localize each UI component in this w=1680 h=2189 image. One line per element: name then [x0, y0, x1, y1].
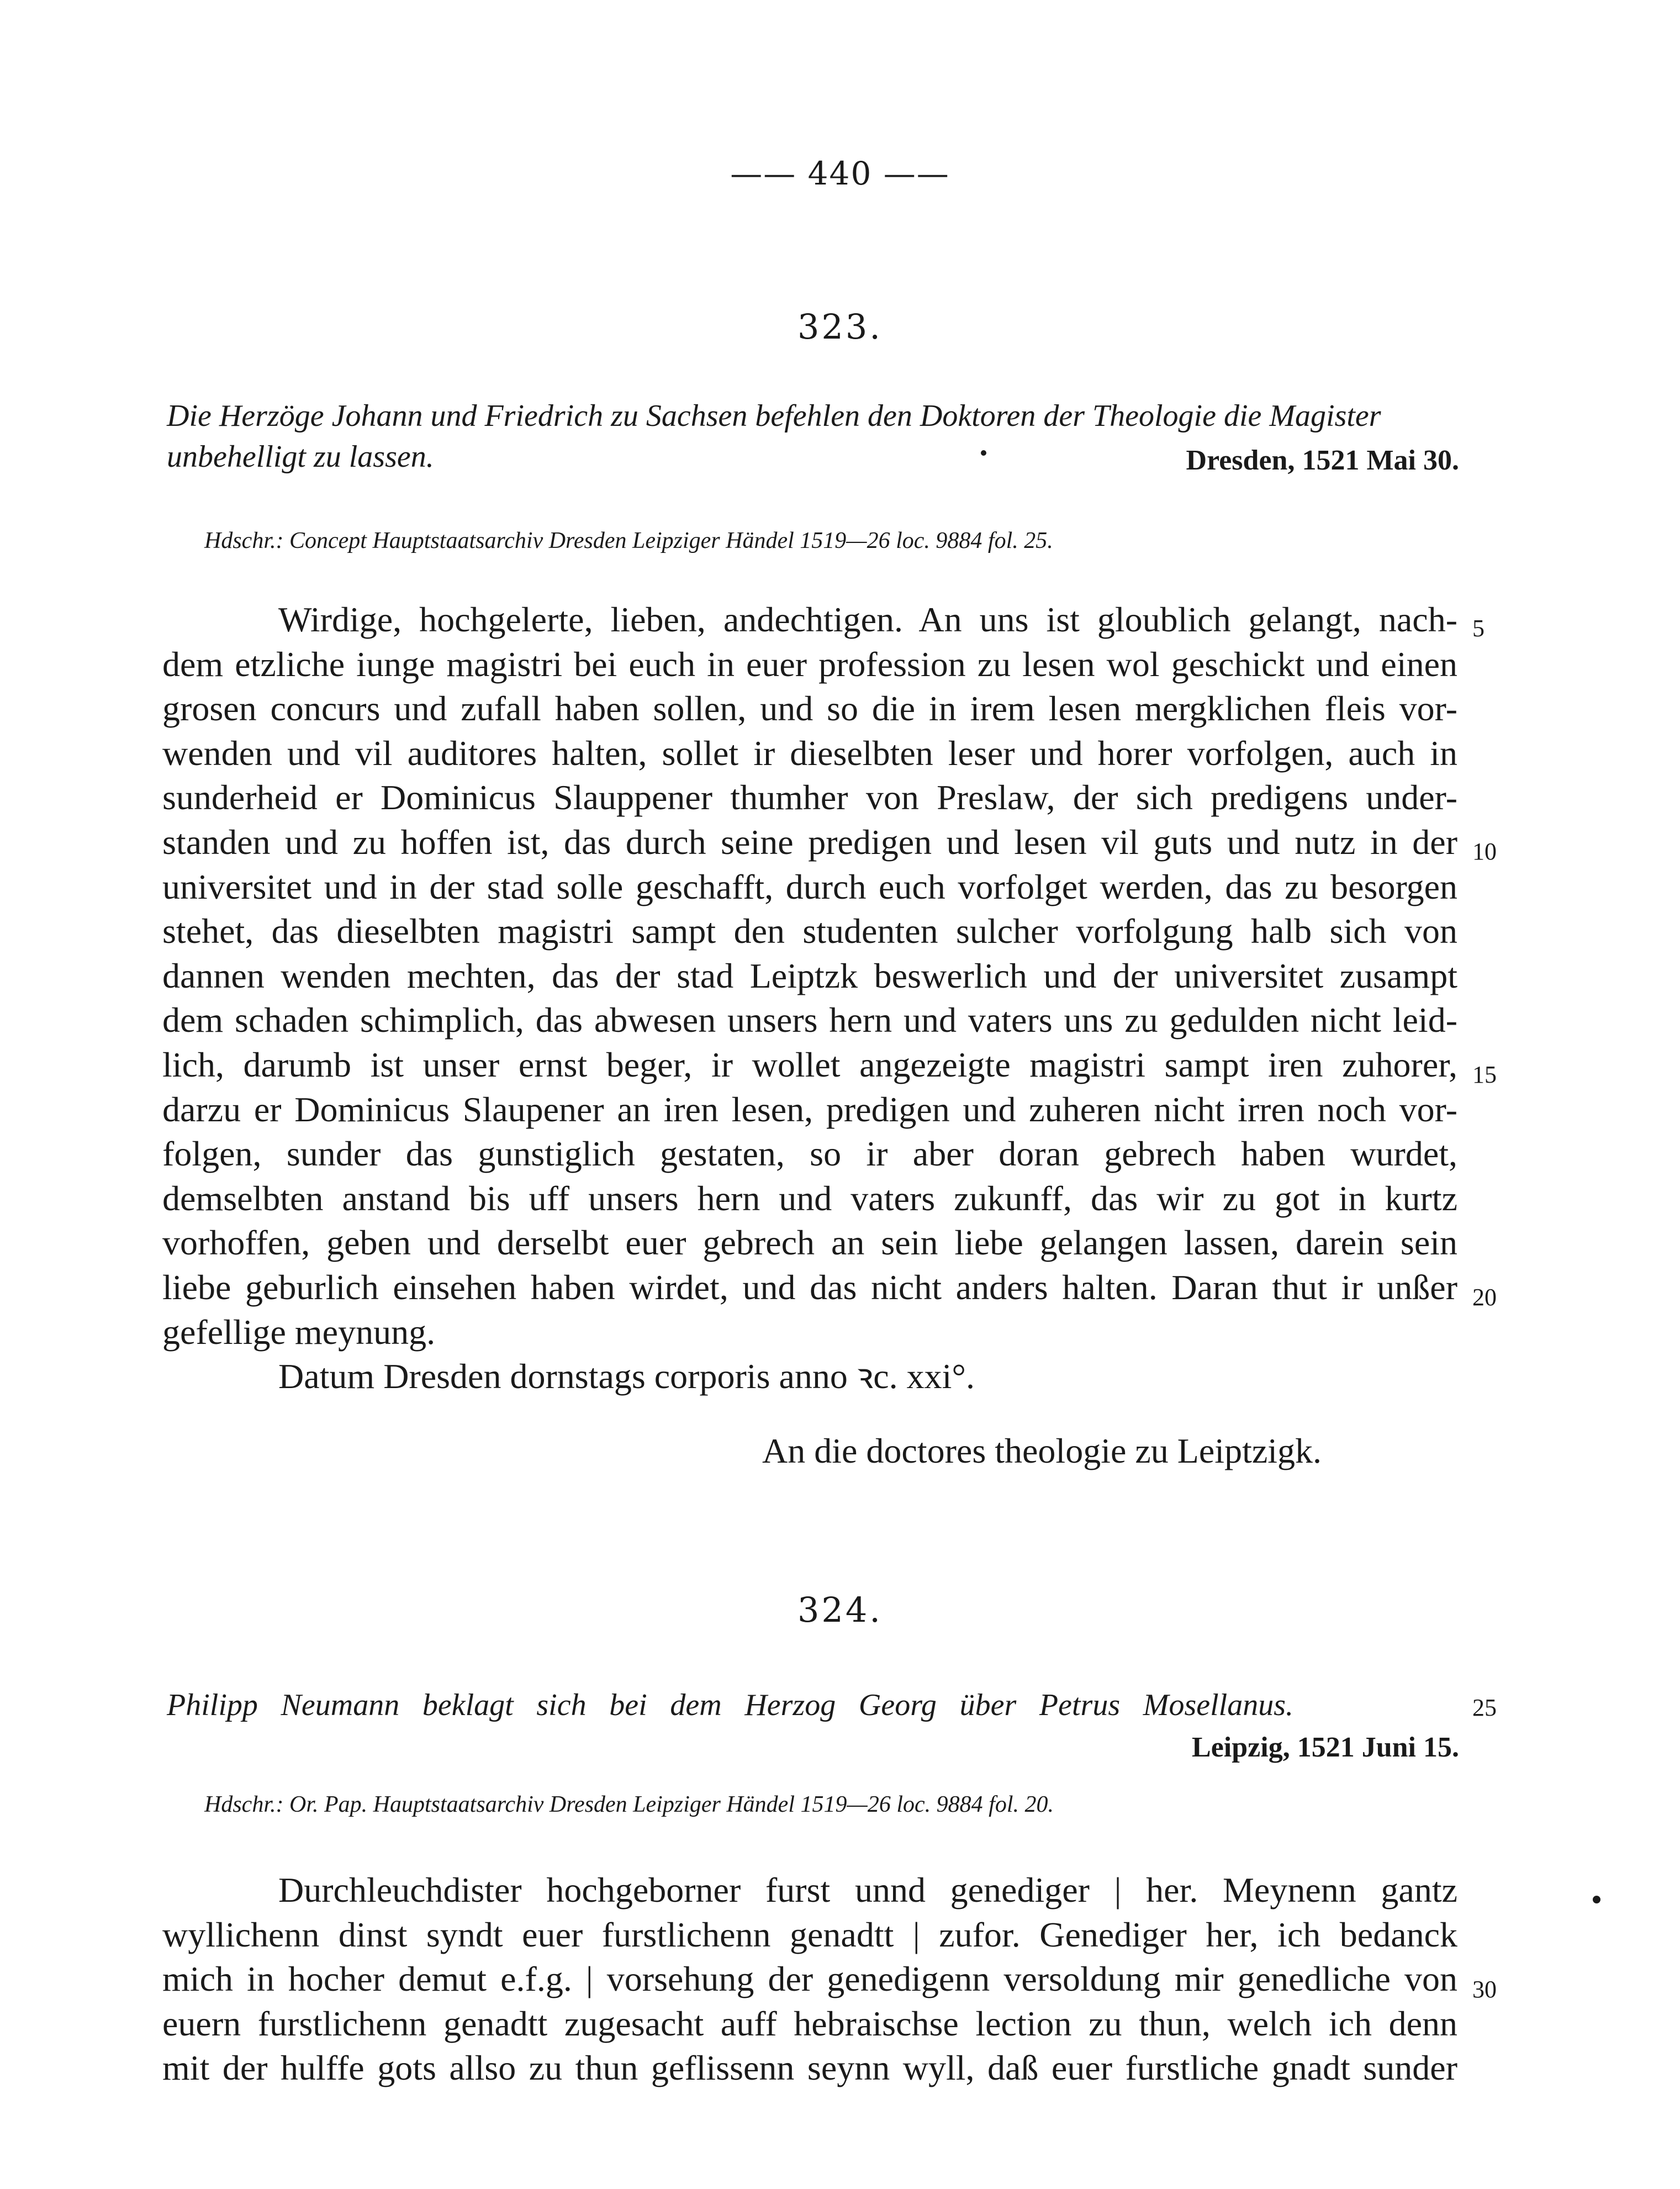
text-line: dem etzliche iunge magistri bei euch in euer profession zu lesen wol geschickt und einen: [162, 644, 1457, 684]
document-number-323: 323.: [797, 307, 883, 347]
text-line: lich, darumb ist unser ernst beger, ir wollet angezeigte magistri sampt iren zuhorer,: [162, 1045, 1457, 1084]
letter-body-323: [162, 598, 1457, 1399]
source-note-323: Hdschr.: Concept Hauptstaatsarchiv Dresden Leipziger Händel 1519—26 loc. 9884 fol. 25.: [204, 528, 1053, 553]
text-line: Wirdige, hochgelerte, lieben, andechtigen. An uns ist gloublich gelangt, nach-: [278, 600, 1457, 639]
date-323: Dresden, 1521 Mai 30.: [1186, 445, 1459, 476]
line-number-10: 10: [1472, 838, 1497, 865]
text-line: gefellige meynung.: [162, 1312, 436, 1352]
source-note-324: Hdschr.: Or. Pap. Hauptstaatsarchiv Dresden Leipziger Händel 1519—26 loc. 9884 fol. 20.: [204, 1792, 1054, 1817]
address-line-323: An die doctores theologie zu Leiptzigk.: [762, 1431, 1322, 1470]
text-line: grosen concurs und zufall haben sollen, und so die in irem lesen mergklichen fleis vor-: [162, 689, 1457, 729]
text-line: darzu er Dominicus Slaupener an iren lesen, predigen und zuheren nicht irren noch vor-: [162, 1089, 1457, 1129]
closing-line: Datum Dresden dornstags corporis anno ꝛc. xxi°.: [278, 1357, 975, 1396]
text-line: Durchleuchdister hochgeborner furst unnd genediger | her. Meynenn gantz: [278, 1870, 1457, 1910]
text-line: folgen, sunder das gunstiglich gestaten, so ir aber doran gebrech haben wurdet,: [162, 1134, 1457, 1174]
document-number-324: 324.: [797, 1590, 883, 1630]
scan-speck: [981, 450, 986, 456]
text-line: mit der hulffe gots allso zu thun geflissenn seynn wyll, daß euer furstliche gnadt sunder: [162, 2048, 1457, 2088]
line-number-25: 25: [1472, 1694, 1497, 1721]
headline-323: Die Herzöge Johann und Friedrich zu Sachsen befehlen den Doktoren der Theologie die Magister unbehelligt zu lassen.: [167, 399, 1381, 474]
text-line: stehet, das dieselbten magistri sampt den studenten sulcher vorfolgung halb sich von: [162, 911, 1457, 951]
text-line: universitet und in der stad solle geschafft, durch euch vorfolget werden, das zu besorgen: [162, 867, 1457, 906]
page-number: —— 440 ——: [730, 155, 950, 192]
text-line: wenden und vil auditores halten, sollet ir dieselbten leser und horer vorfolgen, auch in: [162, 733, 1457, 773]
text-line: standen und zu hoffen ist, das durch seine predigen und lesen vil guts und nutz in der: [162, 822, 1457, 862]
scan-speck: [1593, 1896, 1600, 1903]
text-line: sunderheid er Dominicus Slauppener thumher von Preslaw, der sich predigens under-: [162, 778, 1457, 817]
headline-324: Philipp Neumann beklagt sich bei dem Herzog Georg über Petrus Mosellanus.: [167, 1688, 1293, 1722]
line-number-20: 20: [1472, 1284, 1497, 1311]
text-line: dannen wenden mechten, das der stad Leiptzk beswerlich und der universitet zusampt: [162, 956, 1457, 995]
date-324: Leipzig, 1521 Juni 15.: [1192, 1732, 1459, 1763]
line-number-15: 15: [1472, 1061, 1497, 1088]
text-line: vorhoffen, geben und derselbt euer gebrech an sein liebe gelangen lassen, darein sein: [162, 1223, 1457, 1263]
line-number-5: 5: [1472, 615, 1484, 642]
text-line: dem schaden schimplich, das abwesen unsers hern und vaters uns zu gedulden nicht leid-: [162, 1000, 1457, 1040]
text-line: wyllichenn dinst syndt euer furstlichenn genadtt | zufor. Genediger her, ich bedanck: [162, 1914, 1457, 1954]
text-line: mich in hocher demut e.f.g. | vorsehung der genedigenn versoldung mir genedliche von: [162, 1959, 1457, 1999]
text-line: euern furstlichenn genadtt zugesacht auff hebraischse lection zu thun, welch ich denn: [162, 2003, 1457, 2043]
text-line: liebe geburlich einsehen haben wirdet, und das nicht anders halten. Daran thut ir unßer: [162, 1267, 1457, 1307]
text-line: demselbten anstand bis uff unsers hern und vaters zukunff, das wir zu got in kurtz: [162, 1178, 1457, 1218]
line-number-30: 30: [1472, 1976, 1497, 2003]
letter-body-324: [162, 1868, 1457, 2091]
